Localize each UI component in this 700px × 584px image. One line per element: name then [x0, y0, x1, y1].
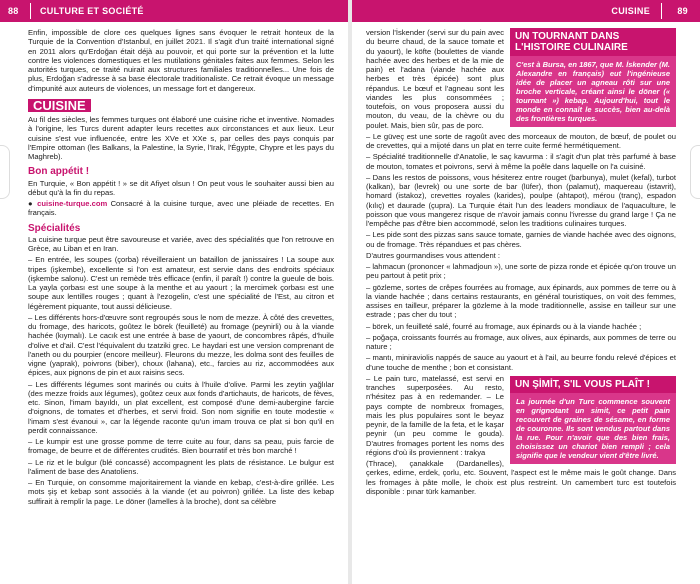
header-divider [661, 3, 662, 19]
cuisine-paragraph: – mantı, miniraviolis nappés de sauce au yaourt et à l'ail, au beurre fondu relevé d'épices et d'une touche de menthe ; bon et consistant. [366, 353, 676, 372]
cuisine-paragraph: – Les pide sont des pizzas sans sauce tomate, garnies de viande hachée avec des oignons, ou de fromage. Très répandues et pas chères. [366, 230, 676, 249]
intro-paragraph: Enfin, impossible de clore ces quelques lignes sans évoquer le retrait honteux de la Turquie de la Convention d'Istanbul, en juillet 2021. Il s'agit d'un traité international signé en 2011 alors qu'Erdoğan était déjà au pouvoir, et qui porte sur la prévention et la lutte contre les violences domestiques et les mutilations génitales faites aux femmes. Selon les autorités turques, ce traité nuirait aux structures familiales traditionnelles... Une fois de plus, Erdoğan s'adresse à sa base électorale traditionaliste. Ce retrait évoque un message d'impunité aux auteurs de violences, un message fort et dangereux. [28, 28, 334, 93]
website-entry: ● cuisine-turque.com Consacré à la cuisine turque, avec une pléiade de recettes. En français. [28, 199, 334, 218]
history-sidebar-title: UN TOURNANT DANS L'HISTOIRE CULINAIRE [510, 28, 676, 56]
simit-sidebar-body: La journée d'un Turc commence souvent en grignotant un simit, ce petit pain recouvert de graines de sésame, en forme de couronne. Ils sont vendus partout dans la rue. Pour n'avoir que des bien frais, choisissez un chariot bien rempli ; cela signifie que le vendeur vient d'être livré. [510, 393, 676, 464]
page-edge-tab [690, 145, 700, 199]
header-divider [30, 3, 31, 19]
cheese-paragraph: (Thrace), çanakkale (Dardanelles), çerkes, edirne, erdek, çorlu, etc. Souvent, l'aspect est le même mais le goût change. Dans les fromages à pâte molle, le choix est plus restreint. Un camembert turc est toutefois disponible : pınar türk kamanber. [366, 459, 676, 496]
right-section-title: CUISINE [611, 6, 650, 16]
kebap-paragraph: version l'İskender (servi sur du pain avec du beurre chaud, de la sauce tomate et du yaourt), le köfte (boulettes de viande hachée avec des herbes et de la mie de pain) et l'adana (viande hachée aux herbes et très épicée) sont plus répandus. Le bœuf et l'agneau sont les viandes les plus consommées ; toutefois, on vous proposera aussi du mouton, du veau, de la chèvre ou du poulet. Mais, bien sûr, pas de porc. [366, 28, 504, 130]
history-sidebar-body: C'est à Bursa, en 1867, que M. İskender (M. Alexandre en français) eut l'ingénieuse idée de placer un agneau rôti sur une broche verticale, créant ainsi le döner (« tournant ») kebap. Aujourd'hui, tout le monde en connaît le succès, bien au-delà des frontières turques. [510, 56, 676, 127]
left-header [0, 0, 348, 22]
cuisine-paragraph: – poğaça, croissants fourrés au fromage, aux olives, aux épinards, aux pommes de terre ou nature ; [366, 332, 676, 351]
specialites-paragraph: – Les différents légumes sont marinés ou cuits à l'huile d'olive. Parmi les zeytin yağlılar (des mezze froids aux légumes), goûtez ceux aux fonds d'artichauts, de haricots, de fèves, etc. Sinon, l'imam bayıldı, un plat excellent, est composé d'une demi-aubergine farcie d'oignons, de tomates et d'herbes, et servi froid. Son nom signifie en toute modestie « l'imam s'est évanoui », car la légende raconte qu'un imam trouva ce plat si bon qu'il en perdit connaissance. [28, 379, 334, 435]
specialites-heading: Spécialités [28, 222, 81, 234]
right-header [352, 0, 700, 22]
right-content [366, 28, 676, 584]
cuisine-paragraph: – lahmacun (prononcer « lahmadjoun »), une sorte de pizza ronde et épicée qu'on trouve un peu partout à petit prix ; [366, 262, 676, 281]
cuisine-heading: CUISINE [28, 99, 91, 112]
specialites-paragraph: – En Turquie, on consomme majoritairement la viande en kebap, c'est-à-dire grillée. Les mots şiş et kebap sont associés à la viande (et au poivron) grillée. La liste des kebap suffirait à remplir la page. Le döner (lamelles à la broche), dont sa célèbre [28, 478, 334, 506]
bon-appetit-text: En Turquie, « Bon appétit ! » se dit Afiyet olsun ! On peut vous le souhaiter aussi bien au début qu'à la fin du repas. [28, 178, 334, 197]
specialites-paragraph: – En entrée, les soupes (çorba) réveilleraient un bataillon de janissaires ! La soupe aux tripes (işkembe), excellente si l'on est amateur, est servie dans des endroits spéciaux (işkembe salonu). C'est un remède très efficace (enfin, il paraît !) contre la gueule de bois. La yayla çorbası est une soupe à la menthe et au yaourt ; la mercimek çorbası est une soupe aux lentilles rouges ; quant à l'ezogelin, c'est une spécialité de l'Est, au citron et légèrement piquante, tout aussi délicieuse. [28, 255, 334, 311]
left-section-title: CULTURE ET SOCIÉTÉ [40, 6, 144, 16]
left-page [0, 0, 348, 584]
cuisine-intro: Au fil des siècles, les femmes turques ont élaboré une cuisine riche et inventive. Nomades à l'origine, les Turcs durent adapter leurs recettes aux circonstances et aux lieux. Leur cuisine s'est vue influencée, entre les XVe et XXe s, par celles des pays conquis par l'Empire ottoman (les Balkans, la Palestine, la Syrie, l'Irak, l'Égypte, Chypre et les pays du Maghreb). [28, 115, 334, 161]
cuisine-paragraph: D'autres gourmandises vous attendent : [366, 250, 500, 260]
cuisine-paragraph: – börek, un feuilleté salé, fourré au fromage, aux épinards ou à la viande hachée ; [366, 321, 642, 331]
simit-sidebar-title: UN ŞİMİT, S'IL VOUS PLAÎT ! [510, 376, 676, 393]
specialites-paragraph: – Le riz et le bulgur (blé concassé) accompagnent les plats de résistance. Le bulgur est l'aliment de base des Anatoliens. [28, 457, 334, 476]
bread-cheese-paragraph: – Le pain turc, matelassé, est servi en tranches superposées. Au resto, n'hésitez pas à en redemander. – Le pays compte de nombreux fromages, mais les plus populaires sont le beyaz peynir, de la famille de la feta, et le kaşar peynir (un peu comme le gouda). D'autres fromages portent les noms des régions d'où ils proviennent : trakya [366, 373, 504, 457]
website-link[interactable]: cuisine-turque.com [37, 199, 108, 208]
left-content [28, 28, 334, 584]
specialites-paragraph: La cuisine turque peut être savoureuse et variée, avec des spécialités que l'on retrouve en Grèce, au Liban et en Iran. [28, 234, 334, 253]
cuisine-paragraph: – Dans les restos de poissons, vous hésiterez entre rouget (barbunya), mulet (kefal), turbot (kalkan), bar (levrek) ou une sorte de bar (lüfer), thon (palamut), maquereau (istavrit), homard (istakoz), crevettes royales (karides), poulpe (ahtapot), mérou (tranç), espadon (kılıç) et daurade (çupra). La Turquie était l'un des leaders mondiaux de l'aquaculture, le poisson que vous mangerez risque de n'avoir jamais connu l'ivresse du grand large ! Ça ne l'empêche pas d'être bien accommodé, selon les traditions culinaires turques. [366, 172, 676, 228]
history-sidebar [510, 28, 676, 127]
cuisine-paragraph: – Le güveç est une sorte de ragoût avec des morceaux de mouton, de bœuf, de poulet ou de crevettes, qui a mijoté dans un plat en terre cuite fermé hermétiquement. [366, 131, 676, 150]
left-page-number: 88 [8, 6, 19, 16]
website-description: Consacré à la cuisine turque, avec une pléiade de recettes. En français. [28, 199, 334, 218]
page-edge-tab [0, 145, 10, 199]
simit-sidebar [510, 376, 676, 464]
right-page [352, 0, 700, 584]
cuisine-paragraph: – gözleme, sortes de crêpes fourrées au fromage, aux épinards, aux pommes de terre ou à la viande hachée ; dans certains restaurants, en général touristiques, on voit des femmes, assises en tailleur, préparer la gözleme à la mode traditionnelle, assise en tailleur sur une estrade ; pas cher du tout ; [366, 282, 676, 320]
cuisine-paragraph: – Spécialité traditionnelle d'Anatolie, le saç kavurma : il s'agit d'un plat très parfumé à base de mouton, tomates et poivrons, servi à même la poêle dans laquelle on l'a cuisiné. [366, 152, 676, 171]
specialites-paragraph: – Le kumpir est une grosse pomme de terre cuite au four, dans sa peau, puis farcie de fromage, de beurre et de différentes crudités. Bien bourratif et très bon marché ! [28, 437, 334, 456]
right-page-number: 89 [677, 6, 688, 16]
bon-appetit-heading: Bon appétit ! [28, 166, 90, 178]
specialites-paragraph: – Les différents hors-d'œuvre sont regroupés sous le nom de mezze. À côté des crevettes, du fromage, des haricots, goûtez le börek (feuilleté) au fromage (peynirli) ou à la viande hachée (kıymalı). Le cacık est une entrée à base de yaourt, de concombres râpés, d'huile d'olive et d'ail. C'est l'équivalent du tzatziki grec. Le haydari est une version comprenant de l'aneth ou du pourpier (encore meilleur). Fleurons du mezze, les dolma sont des feuilles de vigne (yaprak), poivrons (biber), choux (lahana), etc., farcies au riz, accommodées aux épices, aux pignons de pin et aux raisins secs. [28, 312, 334, 378]
